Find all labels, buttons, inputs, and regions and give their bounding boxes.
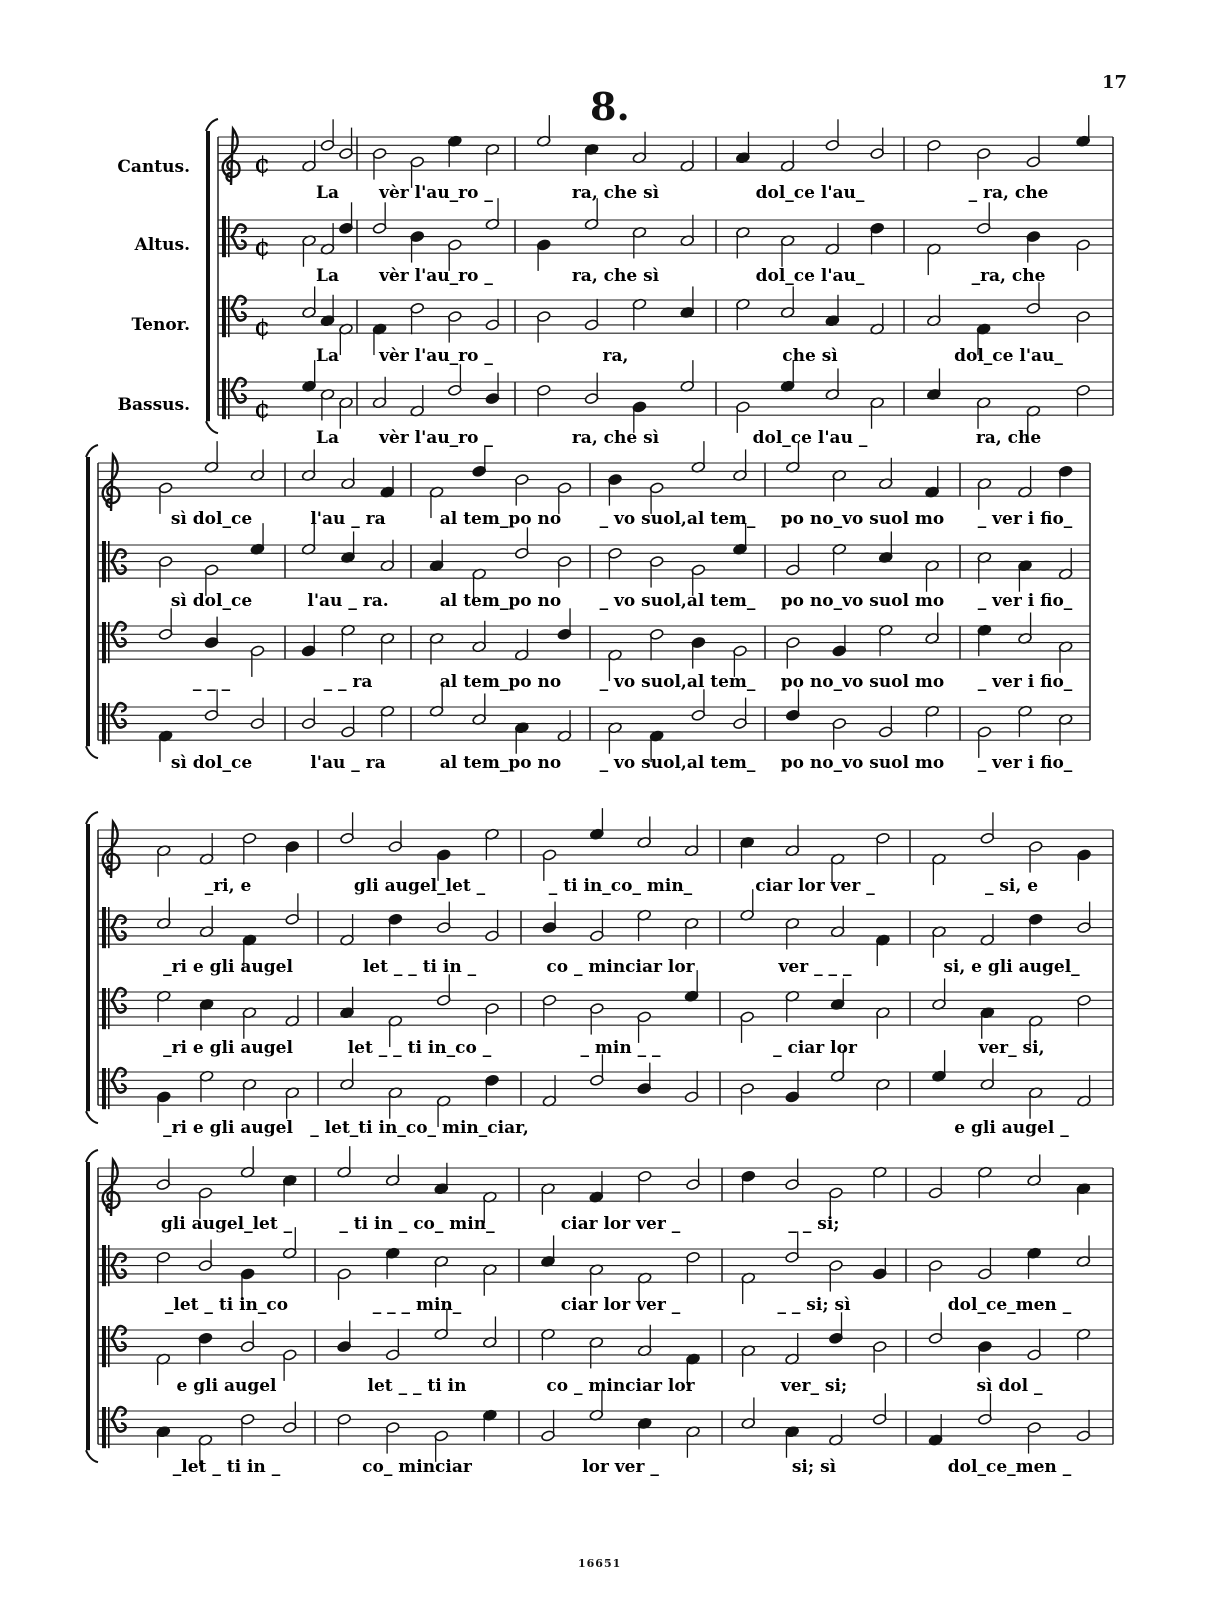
lyric: _ ver i fio_ (977, 509, 1073, 530)
lyric: _ let_ti in_co_ min_ciar, (310, 1118, 529, 1139)
lyric: _ _ si; sì (777, 1295, 851, 1316)
lyric: _ si, e (984, 876, 1039, 897)
lyric: al tem_po no (439, 672, 562, 693)
lyric: let _ _ ti in_co _ (347, 1038, 492, 1059)
lyric: e gli augel _ (954, 1118, 1069, 1139)
lyric: let _ _ ti in _ (362, 957, 477, 978)
system-bracket (206, 131, 210, 421)
c-clef-bar (108, 622, 110, 663)
bracket-hook (86, 1150, 98, 1162)
system-bracket (86, 1162, 90, 1450)
bracket-hook (86, 812, 98, 824)
c-clef-bar (108, 1245, 110, 1286)
lyric: ver _ _ _ (778, 957, 852, 978)
staff (98, 685, 1090, 773)
lyric: dol_ce_men _ (947, 1457, 1072, 1478)
staff (98, 1050, 1113, 1138)
lyric: sì dol_ce (170, 753, 253, 774)
voice-name: Altus. (134, 235, 190, 255)
c-clef-bar (108, 907, 110, 948)
lyric: _ri, e (204, 876, 252, 897)
lyric: dol_ce l'au_ (755, 266, 865, 287)
lyric: po no_vo suol mo (780, 672, 945, 693)
lyric: _ri e gli augel (163, 1038, 293, 1059)
bracket-hook (206, 421, 218, 433)
c-clef-bar (102, 988, 106, 1029)
lyric: po no_vo suol mo (780, 753, 945, 774)
bracket-hook (86, 1111, 98, 1123)
lyric: ra, che sì (571, 183, 660, 204)
lyric: La (316, 266, 339, 287)
lyric: e gli augel (176, 1376, 277, 1397)
lyric: La (316, 346, 339, 367)
lyric: vèr l'au_ro _ (379, 346, 493, 367)
lyric: _ ver i fio_ (977, 591, 1073, 612)
staff (98, 523, 1090, 611)
c-clef-bar (102, 1245, 106, 1286)
lyric: _ ver i fio_ (977, 672, 1073, 693)
lyric: La (316, 428, 339, 449)
lyric: _ra, che (971, 266, 1046, 287)
c-clef-bar (102, 1068, 106, 1109)
system (117, 115, 1113, 448)
staff (98, 970, 1113, 1058)
lyric: _ri e gli augel (163, 1118, 293, 1139)
lyric: La (316, 183, 339, 204)
lyric: _ vo suol,al tem_ (599, 672, 756, 693)
lyric: ra, (602, 346, 629, 367)
lyric: l'au _ ra. (307, 591, 389, 612)
lyric: _ _ _ min_ (372, 1295, 462, 1316)
c-clef-bar (222, 296, 226, 337)
lyric: _let _ ti in _ (172, 1457, 281, 1478)
staff (117, 115, 1113, 203)
lyric: _ ciar lor (773, 1038, 857, 1059)
lyric: _ri e gli augel (163, 957, 293, 978)
c-clef-bar (102, 622, 106, 663)
lyric: che sì (782, 346, 838, 367)
lyric: gli augel_let _ (353, 876, 486, 897)
lyric: gli augel_let _ (160, 1214, 293, 1235)
lyric: _ _ si; (788, 1214, 840, 1235)
time-signature: ¢ (254, 232, 271, 263)
lyric: lor ver _ (582, 1457, 659, 1478)
lyric: _ vo suol,al tem_ (599, 591, 756, 612)
c-clef-bar (222, 378, 226, 419)
c-clef-bar (102, 1326, 106, 1367)
time-signature: ¢ (254, 312, 271, 343)
lyric: sì dol_ce (170, 509, 253, 530)
lyric: si, e gli augel_ (943, 957, 1080, 978)
lyric: _ vo suol,al tem_ (599, 509, 756, 530)
system-bracket (86, 824, 90, 1111)
lyric: ra, che (975, 428, 1042, 449)
staff (98, 889, 1113, 977)
staff (131, 282, 1113, 366)
lyric: ver_ si, (978, 1038, 1045, 1059)
c-clef-bar (108, 988, 110, 1029)
lyric: _ min _ _ (580, 1038, 661, 1059)
lyric: let _ _ ti in (367, 1376, 467, 1397)
lyric: _ ti in _ co_ min_ (339, 1214, 495, 1235)
lyric: co _ minciar lor (546, 1376, 695, 1397)
lyric: co_ minciar (362, 1457, 472, 1478)
system (86, 441, 1090, 773)
bracket-hook (206, 119, 218, 131)
lyric: co _ minciar lor (546, 957, 695, 978)
system (86, 808, 1113, 1138)
time-signature: ¢ (254, 149, 271, 180)
voice-name: Cantus. (117, 157, 190, 177)
lyric: _ ver i fio_ (977, 753, 1073, 774)
lyric: po no_vo suol mo (780, 509, 945, 530)
c-clef-bar (108, 541, 110, 582)
bracket-hook (86, 1450, 98, 1462)
staff (118, 360, 1113, 448)
voice-name: Bassus. (117, 395, 190, 415)
lyric: dol_ce l'au _ (752, 428, 868, 449)
staff (98, 1389, 1113, 1477)
lyric: al tem_po no (439, 509, 562, 530)
lyric: l'au _ ra (310, 509, 386, 530)
lyric: al tem_po no (439, 591, 562, 612)
time-signature: ¢ (254, 394, 271, 425)
page-number: 17 (1102, 72, 1128, 93)
staff (98, 608, 1090, 692)
bracket-hook (86, 746, 98, 758)
lyric: si; sì (791, 1457, 837, 1478)
lyric: _let _ ti in_co (164, 1295, 289, 1316)
c-clef-bar (228, 216, 230, 257)
bracket-hook (86, 445, 98, 457)
lyric: dol_ce l'au_ (755, 183, 865, 204)
c-clef-bar (108, 703, 110, 744)
c-clef-bar (102, 1407, 106, 1448)
staff (98, 1227, 1113, 1315)
lyric: ra, che sì (571, 428, 660, 449)
c-clef-bar (108, 1326, 110, 1367)
lyric: _ _ _ (192, 672, 231, 693)
lyric: _ ti in_co_ min_ (548, 876, 693, 897)
lyric: sì dol _ (976, 1376, 1043, 1397)
lyric: ciar lor ver _ (560, 1295, 681, 1316)
lyric: dol_ce l'au_ (954, 346, 1063, 367)
c-clef-bar (228, 296, 230, 337)
lyric: vèr l'au_ro _ (379, 183, 493, 204)
lyric: sì dol_ce (170, 591, 253, 612)
c-clef-bar (228, 378, 230, 419)
lyric: dol_ce_men _ (947, 1295, 1072, 1316)
voice-name: Tenor. (131, 315, 190, 335)
c-clef-bar (102, 907, 106, 948)
c-clef-bar (102, 703, 106, 744)
staff (134, 198, 1113, 286)
lyric: ra, che sì (571, 266, 660, 287)
c-clef-bar (222, 216, 226, 257)
staff (98, 808, 1113, 896)
lyric: ver_ si; (780, 1376, 848, 1397)
lyric: _ _ ra (323, 672, 373, 693)
lyric: ciar lor ver _ (755, 876, 875, 897)
staff (98, 1146, 1113, 1234)
lyric: ciar lor ver _ (560, 1214, 681, 1235)
plate-number: 16651 (578, 1557, 622, 1570)
c-clef-bar (108, 1407, 110, 1448)
c-clef-bar (108, 1068, 110, 1109)
lyric: _ ra, che (968, 183, 1049, 204)
lyric: vèr l'au_ro _ (379, 266, 493, 287)
lyric: _ vo suol,al tem_ (599, 753, 756, 774)
lyric: vèr l'au_ro _ (379, 428, 493, 449)
system-bracket (86, 457, 90, 746)
lyric: po no_vo suol mo (780, 591, 945, 612)
system (86, 1146, 1113, 1477)
c-clef-bar (102, 541, 106, 582)
staff (98, 441, 1090, 529)
lyric: l'au _ ra (310, 753, 386, 774)
lyric: al tem_po no (439, 753, 562, 774)
piece-number: 8. (590, 84, 630, 129)
staff (98, 1308, 1113, 1396)
